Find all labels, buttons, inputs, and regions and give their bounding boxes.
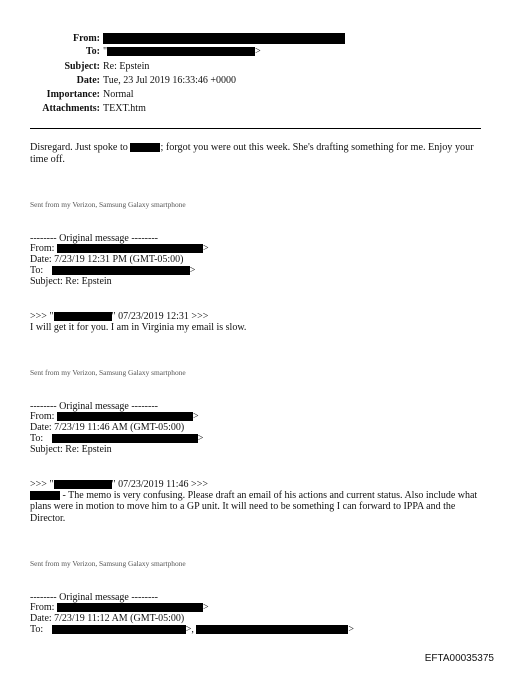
- redaction-box: [54, 480, 112, 489]
- original-date: Date: 7/23/19 11:12 AM (GMT-05:00): [30, 613, 185, 624]
- header-from-row: [0, 33, 512, 45]
- gt: >: [197, 433, 204, 444]
- header-attachments-row: [0, 103, 512, 115]
- header-to-row: [0, 46, 512, 58]
- original-from: [30, 411, 199, 422]
- from-label: From:: [30, 243, 55, 254]
- message-text-1: Disregard. Just spoke to: [30, 142, 131, 153]
- header-importance-row: [0, 89, 512, 101]
- quote-text: I will get it for you. I am in Virginia my email is slow.: [30, 322, 247, 333]
- quote-header: [30, 311, 208, 322]
- gt: >: [192, 411, 199, 422]
- to-label: To:: [85, 46, 100, 57]
- importance-label: Importance:: [46, 89, 100, 100]
- original-from: [30, 243, 209, 254]
- to-gt: >: [255, 46, 261, 57]
- redaction-box: [196, 625, 348, 634]
- subject-value: Re: Epstein: [103, 61, 150, 72]
- original-subject: Subject: Re: Epstein: [30, 444, 112, 455]
- redaction-box: [57, 244, 203, 253]
- to-quote: ": [103, 46, 108, 57]
- header-subject-row: [0, 61, 512, 73]
- gt: >: [202, 243, 209, 254]
- header-divider: [30, 128, 481, 129]
- original-date: Date: 7/23/19 11:46 AM (GMT-05:00): [30, 422, 185, 433]
- redaction-box: [57, 412, 193, 421]
- from-value: [103, 33, 345, 45]
- quote-suffix: " 07/23/2019 12:31 >>>: [111, 311, 209, 322]
- attachments-label: Attachments:: [42, 103, 100, 114]
- signature: Sent from my Verizon, Samsung Galaxy smartphone: [30, 368, 186, 377]
- gt: >: [348, 624, 354, 635]
- from-label: From:: [30, 411, 55, 422]
- redaction-box: [52, 434, 198, 443]
- signature: Sent from my Verizon, Samsung Galaxy smartphone: [30, 200, 186, 209]
- original-to: [30, 433, 203, 444]
- date-value: Tue, 23 Jul 2019 16:33:46 +0000: [103, 75, 237, 86]
- quote-text: [30, 490, 485, 524]
- from-label: From:: [72, 33, 100, 44]
- to-separator: >,: [185, 624, 197, 635]
- redaction-box: [52, 266, 190, 275]
- original-to: [30, 265, 195, 276]
- to-label: To:: [30, 265, 44, 276]
- date-label: Date:: [76, 75, 100, 86]
- quote-prefix: >>> ": [30, 311, 54, 322]
- header-date-row: [0, 75, 512, 87]
- original-date: Date: 7/23/19 12:31 PM (GMT-05:00): [30, 254, 184, 265]
- quote-suffix: " 07/23/2019 11:46 >>>: [111, 479, 208, 490]
- quote-header: [30, 479, 208, 490]
- quote-prefix: >>> ": [30, 479, 54, 490]
- to-value: [103, 46, 261, 58]
- redaction-box: [57, 603, 203, 612]
- original-from: [30, 602, 209, 613]
- gt: >: [189, 265, 196, 276]
- to-label: To:: [30, 433, 44, 444]
- quote-text-content: - The memo is very confusing. Please draft an email of his actions and current status. Also include what plans were in motion to move him to a GP unit. It will need to be something I can forward to IPPA and the Director.: [30, 490, 478, 524]
- original-subject: Subject: Re: Epstein: [30, 276, 112, 287]
- redaction-box: [52, 625, 186, 634]
- from-label: From:: [30, 602, 55, 613]
- redaction-box: [30, 491, 60, 500]
- original-separator: -------- Original message --------: [30, 233, 158, 244]
- redaction-box: [107, 47, 255, 56]
- subject-label: Subject:: [64, 61, 100, 72]
- signature: Sent from my Verizon, Samsung Galaxy smartphone: [30, 559, 186, 568]
- redaction-box: [130, 143, 160, 152]
- message-text-2: ; forgot you were out this week. She's drafting something for me. Enjoy your time off.: [30, 142, 474, 165]
- redaction-box: [103, 33, 345, 44]
- gt: >: [202, 602, 209, 613]
- original-separator: -------- Original message --------: [30, 401, 158, 412]
- message-body: [30, 142, 485, 165]
- to-label: To:: [30, 624, 44, 635]
- redaction-box: [54, 312, 112, 321]
- bates-number: EFTA00035375: [424, 653, 494, 664]
- original-separator: -------- Original message --------: [30, 592, 158, 603]
- attachments-value: TEXT.htm: [103, 103, 146, 114]
- importance-value: Normal: [103, 89, 134, 100]
- original-to: [30, 624, 354, 635]
